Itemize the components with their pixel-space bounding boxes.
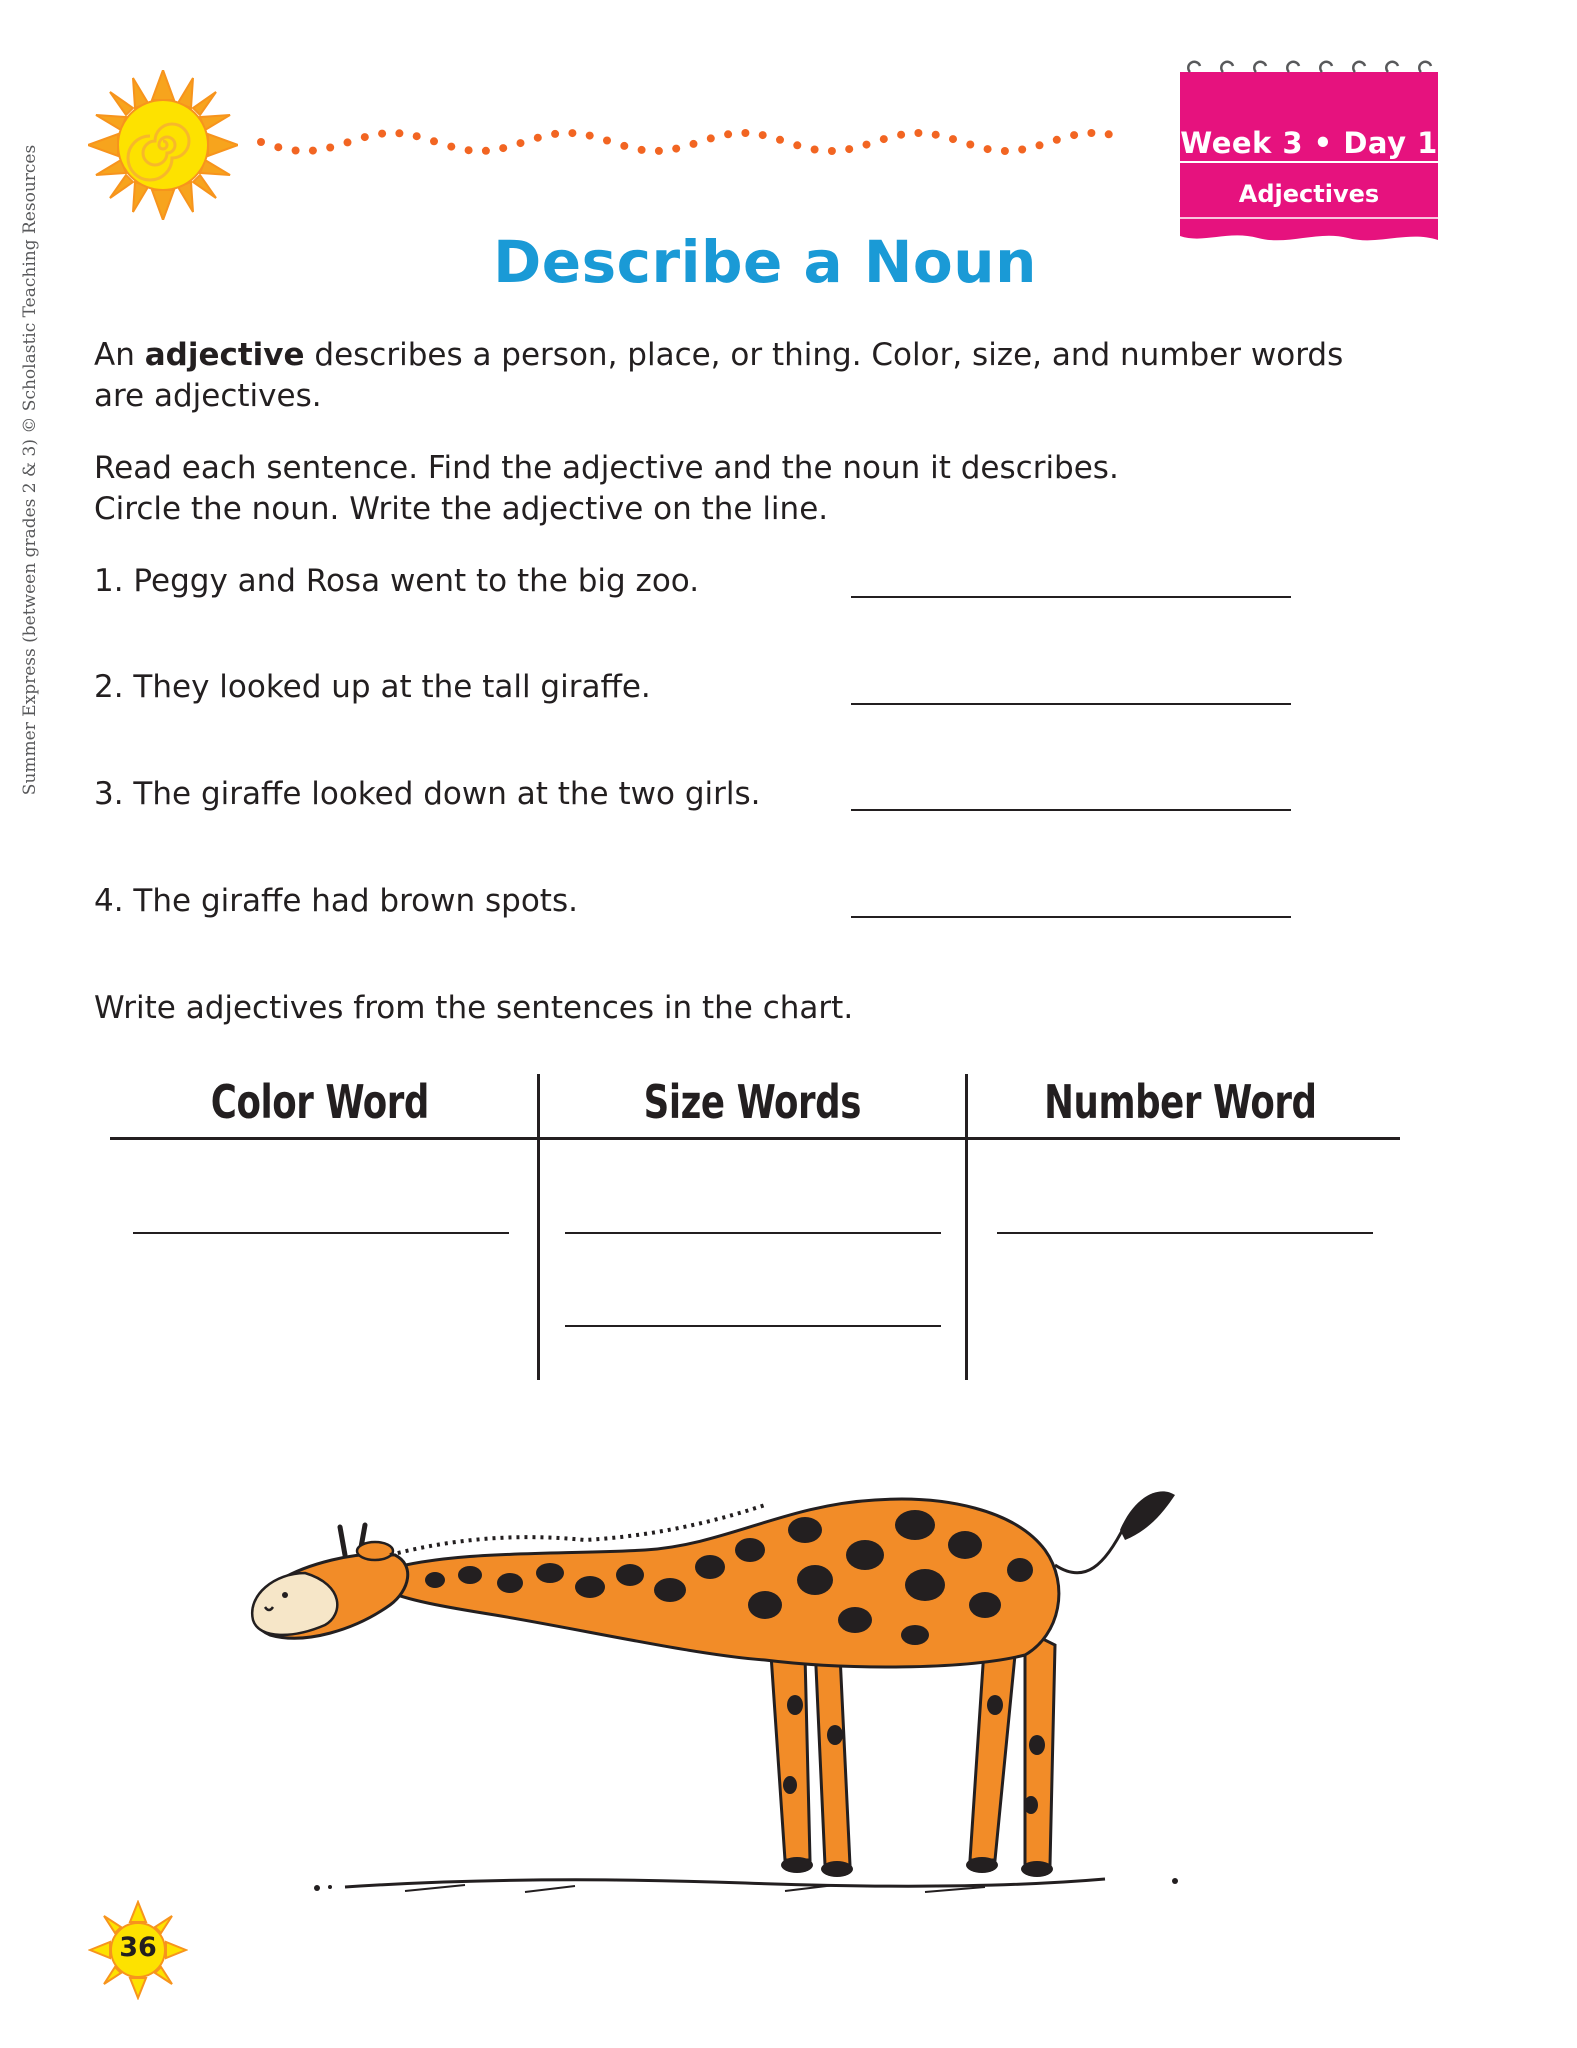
chart-blank-size-2[interactable] bbox=[565, 1325, 941, 1327]
giraffe-illustration bbox=[225, 1455, 1255, 1925]
decorative-dot bbox=[845, 145, 853, 153]
decorative-dot bbox=[863, 141, 871, 149]
decorative-dot bbox=[378, 130, 386, 138]
decorative-dot bbox=[828, 147, 836, 155]
chart-divider-1 bbox=[537, 1074, 540, 1380]
decorative-dot bbox=[880, 135, 888, 143]
decorative-dot bbox=[1036, 141, 1044, 149]
decorative-dot bbox=[413, 132, 421, 140]
decorative-dot bbox=[672, 145, 680, 153]
chart-blank-size-1[interactable] bbox=[565, 1232, 941, 1234]
chart-header-rule bbox=[110, 1137, 1400, 1140]
directions-paragraph: Read each sentence. Find the adjective and the noun it describes. Circle the noun. Write the adjective on the line. bbox=[94, 450, 1119, 527]
intro-paragraph: An adjective describes a person, place, or thing. Color, size, and number words are adjectives. bbox=[94, 337, 1344, 414]
decorative-dot bbox=[776, 136, 784, 144]
decorative-dot bbox=[499, 144, 507, 152]
decorative-dot bbox=[811, 146, 819, 154]
decorative-dot bbox=[1070, 131, 1078, 139]
decorative-dotted-line bbox=[255, 120, 1125, 170]
decorative-dot bbox=[984, 145, 992, 153]
decorative-dot bbox=[949, 135, 957, 143]
decorative-dot bbox=[741, 129, 749, 137]
decorative-dot bbox=[914, 129, 922, 137]
sentence-item-2: 2. They looked up at the tall giraffe. bbox=[94, 669, 651, 705]
decorative-dot bbox=[966, 141, 974, 149]
decorative-dot bbox=[257, 138, 265, 146]
decorative-dot bbox=[932, 131, 940, 139]
decorative-dot bbox=[430, 137, 438, 145]
chart-blank-number[interactable] bbox=[997, 1232, 1373, 1234]
chart-header-number: Number Word bbox=[1043, 1075, 1317, 1129]
sentence-item-1: 1. Peggy and Rosa went to the big zoo. bbox=[94, 563, 700, 599]
answer-line-2[interactable] bbox=[851, 703, 1291, 705]
decorative-dot bbox=[655, 147, 663, 155]
decorative-dot bbox=[309, 147, 317, 155]
sun-icon bbox=[88, 70, 238, 220]
answer-line-3[interactable] bbox=[851, 809, 1291, 811]
decorative-dot bbox=[1018, 146, 1026, 154]
decorative-dot bbox=[620, 142, 628, 150]
decorative-dot bbox=[361, 133, 369, 141]
decorative-dot bbox=[690, 140, 698, 148]
decorative-dot bbox=[447, 143, 455, 151]
term-adjective: adjective bbox=[144, 337, 305, 373]
decorative-dot bbox=[1087, 129, 1095, 137]
decorative-dot bbox=[1105, 130, 1113, 138]
decorative-dot bbox=[482, 147, 490, 155]
decorative-dot bbox=[586, 132, 594, 140]
decorative-dot bbox=[344, 138, 352, 146]
decorative-dot bbox=[724, 130, 732, 138]
decorative-dot bbox=[707, 134, 715, 142]
sentence-item-3: 3. The giraffe looked down at the two girls. bbox=[94, 776, 761, 812]
page-number: 36 bbox=[119, 1932, 157, 1963]
decorative-dot bbox=[793, 141, 801, 149]
decorative-dot bbox=[1053, 136, 1061, 144]
chart-header-size: Size Words bbox=[643, 1075, 861, 1129]
decorative-dot bbox=[292, 147, 300, 155]
decorative-dot bbox=[603, 137, 611, 145]
side-credit: Summer Express (between grades 2 & 3) © Scholastic Teaching Resources bbox=[20, 144, 40, 796]
sentence-item-4: 4. The giraffe had brown spots. bbox=[94, 883, 578, 919]
decorative-dot bbox=[551, 130, 559, 138]
decorative-dot bbox=[1001, 147, 1009, 155]
decorative-dot bbox=[517, 139, 525, 147]
decorative-dot bbox=[759, 131, 767, 139]
decorative-dot bbox=[274, 143, 282, 151]
chart-divider-2 bbox=[965, 1074, 968, 1380]
decorative-dot bbox=[395, 129, 403, 137]
chart-blank-color[interactable] bbox=[133, 1232, 509, 1234]
answer-line-1[interactable] bbox=[851, 596, 1291, 598]
page-title: Describe a Noun bbox=[493, 228, 1037, 296]
decorative-dot bbox=[326, 144, 334, 152]
answer-line-4[interactable] bbox=[851, 916, 1291, 918]
decorative-dot bbox=[638, 146, 646, 154]
decorative-dot bbox=[465, 146, 473, 154]
week-day-badge bbox=[1178, 58, 1440, 244]
chart-header-color: Color Word bbox=[210, 1075, 430, 1129]
decorative-dot bbox=[534, 134, 542, 142]
decorative-dot bbox=[568, 129, 576, 137]
chart-instruction: Write adjectives from the sentences in the chart. bbox=[94, 990, 854, 1026]
badge-topic: Adjectives bbox=[1238, 180, 1380, 208]
badge-week-day: Week 3 • Day 1 bbox=[1180, 126, 1438, 160]
decorative-dot bbox=[897, 131, 905, 139]
